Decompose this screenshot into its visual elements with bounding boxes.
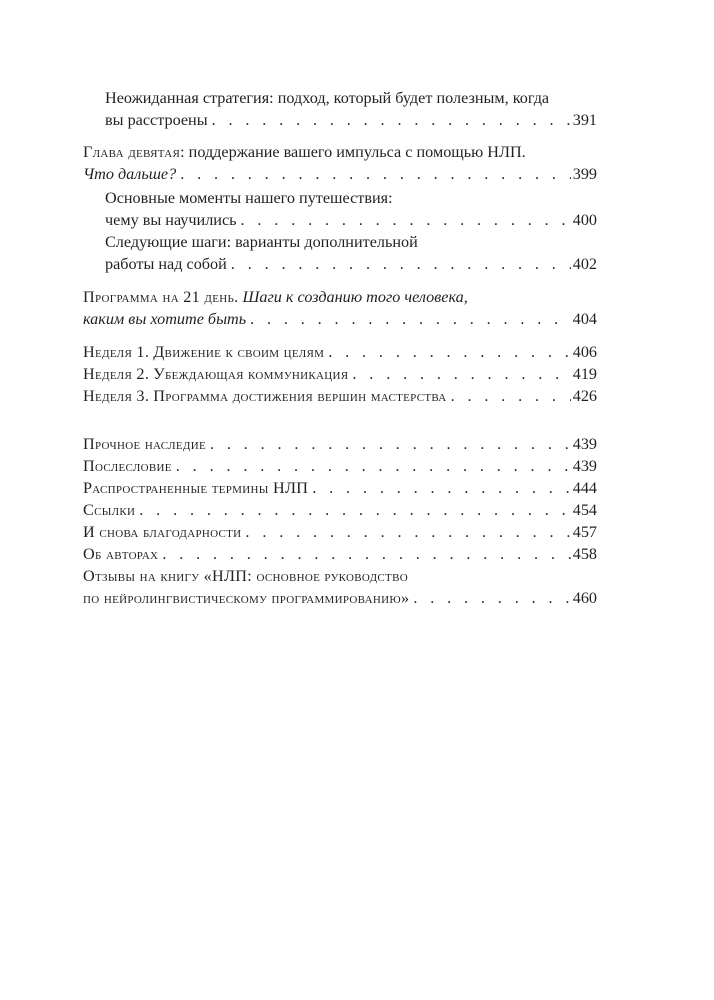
toc-entry-title-line: Отзывы на книгу «НЛП: основное руководство [83, 567, 408, 585]
toc-entry-title-line: чему вы научились [105, 211, 237, 229]
page-number: 406 [572, 343, 597, 361]
toc-entry-title: Об авторах [83, 545, 159, 563]
page-number: 458 [572, 545, 597, 563]
toc-entry-title: Прочное наследие [83, 435, 206, 453]
toc-entry-title-line: Основные моменты нашего путешествия: [105, 189, 393, 207]
dot-leader [237, 209, 571, 231]
toc-entry-title-line: Шаги к созданию того человека, [242, 288, 468, 306]
toc-entry-title: Программа достижения вершин мастерства [153, 387, 447, 405]
dot-leader [241, 521, 570, 543]
toc-entry-glossary [83, 477, 597, 499]
toc-entry-title: Ссылки [83, 501, 136, 519]
toc-entry-title-line: : поддержание вашего импульса с помощью НЛП. [180, 143, 526, 161]
dot-leader [172, 455, 571, 477]
toc-entry-title: Движение к своим целям [153, 343, 325, 361]
dot-leader [135, 499, 570, 521]
dot-leader [176, 163, 571, 185]
toc-entry-unexpected-strategy [83, 87, 597, 131]
dot-leader [447, 385, 571, 407]
dot-leader [409, 587, 570, 609]
page-number: 399 [572, 165, 597, 183]
page-number: 419 [572, 365, 597, 383]
toc-entry-title-line: Следующие шаги: варианты дополнительной [105, 233, 418, 251]
toc-entry-title-line: по нейролингвистическому программированию» [83, 589, 410, 607]
toc-entry-week-1 [83, 341, 597, 363]
toc-entry-21-day-program [83, 286, 597, 330]
toc-entry-title-line: работы над собой [105, 255, 227, 273]
toc-entry-next-steps [83, 231, 597, 275]
page-number: 404 [572, 310, 597, 328]
toc-entry-chapter-nine [83, 141, 597, 185]
page-number: 454 [572, 501, 597, 519]
week-label: Неделя 2. [83, 365, 150, 383]
dot-leader [206, 433, 571, 455]
toc-entry-about-authors [83, 543, 597, 565]
toc-entry-legacy [83, 433, 597, 455]
toc-entry-title-line: вы расстроены [105, 111, 208, 129]
chapter-heading: Глава девятая [83, 143, 181, 161]
toc-entry-subtitle: Что дальше? [83, 165, 177, 183]
page-number: 439 [572, 435, 597, 453]
toc-entry-title: Убеждающая коммуникация [153, 365, 349, 383]
dot-leader [308, 477, 570, 499]
week-label: Неделя 1. [83, 343, 150, 361]
toc-entry-title: И снова благодарности [83, 523, 242, 541]
toc-entry-reviews [83, 565, 597, 609]
toc-entry-references [83, 499, 597, 521]
toc-entry-title: Послесловие [83, 457, 172, 475]
dot-leader [158, 543, 570, 565]
toc-entry-title-line: каким вы хотите быть [83, 310, 247, 328]
toc-entry-week-2 [83, 363, 597, 385]
dot-leader [324, 341, 570, 363]
page-number: 439 [572, 457, 597, 475]
program-heading: Программа на 21 день. [83, 288, 239, 306]
week-label: Неделя 3. [83, 387, 150, 405]
toc-entry-title-line: Неожиданная стратегия: подход, который будет полезным, когда [105, 89, 550, 107]
page-number: 400 [572, 211, 597, 229]
page-number: 391 [572, 111, 597, 129]
page-number: 426 [572, 387, 597, 405]
page-number: 460 [572, 589, 597, 607]
page-number: 402 [572, 255, 597, 273]
toc-entry-title: Распространенные термины НЛП [83, 479, 309, 497]
dot-leader [208, 109, 571, 131]
toc-entry-acknowledgements [83, 521, 597, 543]
table-of-contents [83, 87, 597, 609]
toc-entry-afterword [83, 455, 597, 477]
page-number: 457 [572, 523, 597, 541]
dot-leader [227, 253, 571, 275]
dot-leader [348, 363, 570, 385]
toc-entry-week-3 [83, 385, 597, 407]
page-number: 444 [572, 479, 597, 497]
toc-entry-highlights [83, 187, 597, 231]
dot-leader [246, 308, 571, 330]
